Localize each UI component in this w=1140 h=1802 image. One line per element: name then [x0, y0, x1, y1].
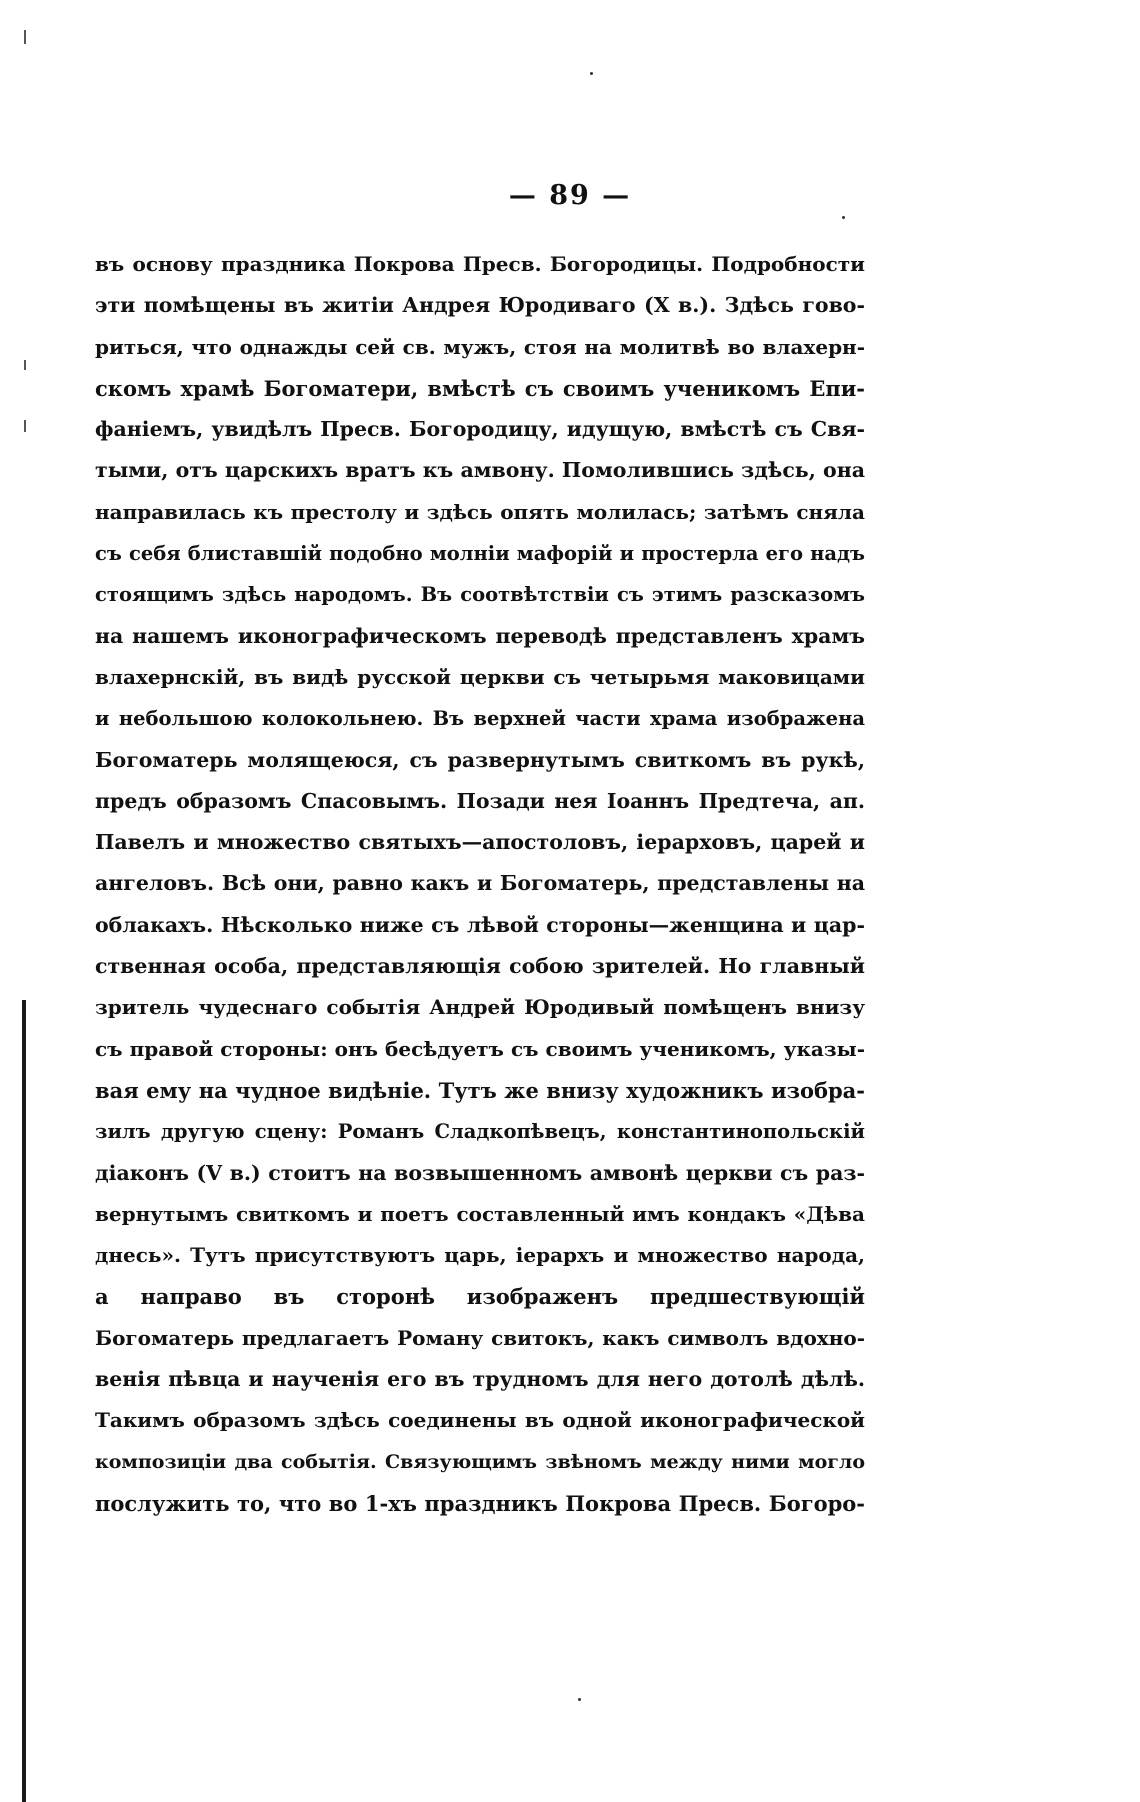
scan-speck: [590, 72, 593, 75]
text-line: стоящимъ здѣсь народомъ. Въ соотвѣтствіи съ этимъ разсказомъ: [95, 583, 865, 607]
text-line: венія пѣвца и наученія его въ трудномъ для него дотолѣ дѣлѣ.: [95, 1367, 865, 1392]
text-line: съ правой стороны: онъ бесѣдуетъ съ своимъ ученикомъ, указы-: [95, 1036, 865, 1061]
page-number: — 89 —: [508, 180, 632, 211]
text-line: Павелъ и множество святыхъ—апостоловъ, іерарховъ, царей и: [95, 830, 865, 855]
scan-mark: [24, 360, 26, 370]
text-line: а направо въ сторонѣ изображенъ предшествующій: [95, 1284, 865, 1310]
text-line: съ себя блиставшій подобно молніи мафорій и простерла его надъ: [95, 542, 865, 566]
text-line: ственная особа, представляющія собою зрителей. Но главный: [95, 954, 865, 979]
body-text: [95, 244, 865, 1524]
text-line: эти помѣщены въ житіи Андрея Юродиваго (X в.). Здѣсь гово-: [95, 293, 865, 318]
text-line: фаніемъ, увидѣлъ Пресв. Богородицу, идущую, вмѣстѣ съ Свя-: [95, 417, 865, 442]
text-line: направилась къ престолу и здѣсь опять молилась; затѣмъ сняла: [95, 499, 865, 524]
text-line: діаконъ (V в.) стоитъ на возвышенномъ амвонѣ церкви съ раз-: [95, 1160, 865, 1185]
text-line: днесь». Тутъ присутствуютъ царь, іерархъ и множество народа,: [95, 1243, 865, 1268]
text-line: и небольшою колокольнею. Въ верхней части храма изображена: [95, 707, 865, 731]
page-edge-shadow: [22, 1000, 26, 1802]
text-line: Богоматерь молящеюся, съ развернутымъ свиткомъ въ рукѣ,: [95, 747, 865, 772]
text-line: тыми, отъ царскихъ вратъ къ амвону. Помолившись здѣсь, она: [95, 458, 865, 483]
text-line: зритель чудеснаго событія Андрей Юродивый помѣщенъ внизу: [95, 995, 865, 1020]
text-line: вернутымъ свиткомъ и поетъ составленный имъ кондакъ «Дѣва: [95, 1201, 865, 1226]
text-line: зилъ другую сцену: Романъ Сладкопѣвецъ, константинопольскій: [95, 1120, 865, 1144]
text-line: на нашемъ иконографическомъ переводѣ представленъ храмъ: [95, 623, 865, 648]
text-line: риться, что однажды сей св. мужъ, стоя на молитвѣ во влахерн-: [95, 334, 865, 359]
scan-mark: [24, 30, 26, 44]
text-line: въ основу праздника Покрова Пресв. Богородицы. Подробности: [95, 252, 865, 276]
text-line: вая ему на чудное видѣніе. Тутъ же внизу художникъ изобра-: [95, 1077, 865, 1103]
text-line: Богоматерь предлагаетъ Роману свитокъ, какъ символъ вдохно-: [95, 1325, 865, 1350]
text-line: предъ образомъ Спасовымъ. Позади нея Іоаннъ Предтеча, ап.: [95, 788, 865, 813]
scan-mark: [24, 420, 26, 432]
text-line: ангеловъ. Всѣ они, равно какъ и Богоматерь, представлены на: [95, 871, 865, 896]
scan-speck: [842, 216, 845, 219]
text-line: композиціи два событія. Связующимъ звѣномъ между ними могло: [95, 1450, 865, 1473]
text-line: влахернскій, въ видѣ русской церкви съ четырьмя маковицами: [95, 664, 865, 689]
text-line: скомъ храмѣ Богоматери, вмѣстѣ съ своимъ ученикомъ Епи-: [95, 375, 865, 401]
scan-speck: [578, 1698, 581, 1701]
text-line: облакахъ. Нѣсколько ниже съ лѣвой стороны—женщина и цар-: [95, 912, 865, 937]
text-line: послужить то, что во 1-хъ праздникъ Покрова Пресв. Богоро-: [95, 1490, 865, 1516]
text-line: Такимъ образомъ здѣсь соединены въ одной иконографической: [95, 1408, 865, 1433]
